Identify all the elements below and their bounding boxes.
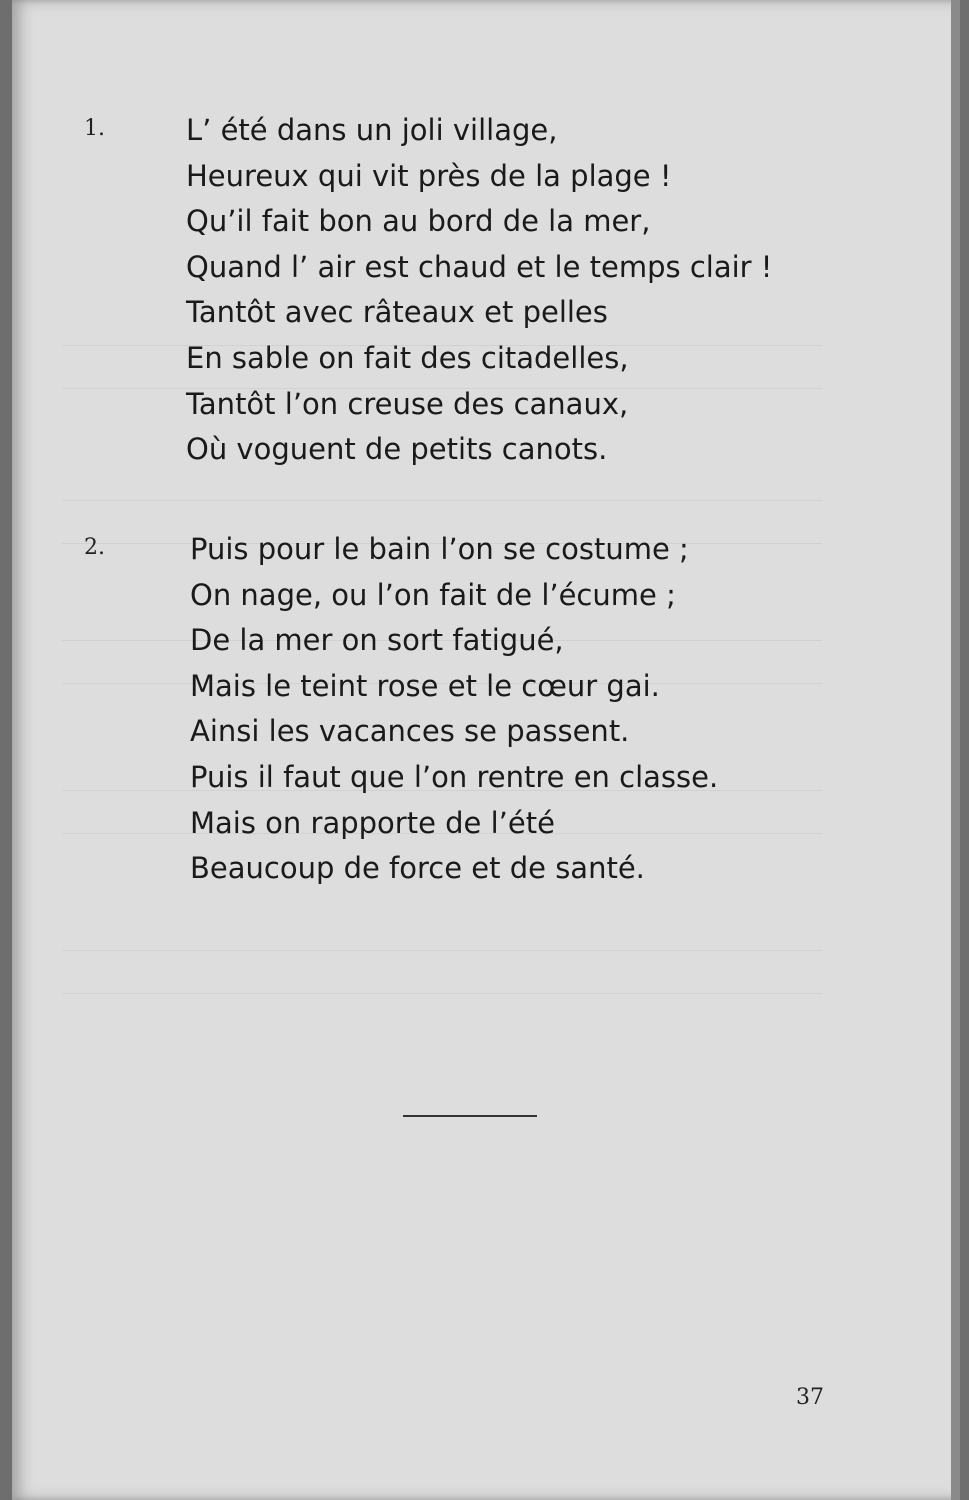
verse-line: Tantôt avec râteaux et pelles (186, 295, 608, 330)
section-divider (403, 1115, 537, 1117)
verse-line: On nage, ou l’on fait de l’écume ; (190, 577, 676, 612)
verse-line: Heureux qui vit près de la plage ! (186, 158, 672, 193)
verse-lines (190, 527, 718, 892)
verse-number: 2. (84, 535, 105, 560)
verse-line: Mais le teint rose et le cœur gai. (190, 668, 660, 703)
page-edge (951, 0, 960, 1500)
verse-line: Qu’il fait bon au bord de la mer, (186, 204, 651, 239)
verse-line: Quand l’ air est chaud et le temps clair ! (186, 249, 773, 284)
show-through-staff (62, 950, 822, 994)
verse-line: L’ été dans un joli village, (186, 113, 558, 147)
verse-line: Mais on rapporte de l’été (190, 805, 555, 840)
verse-line: Beaucoup de force et de santé. (190, 851, 645, 886)
verse-number: 1. (84, 116, 105, 141)
verse-line: De la mer on sort fatigué, (190, 623, 564, 658)
verse-line: En sable on fait des citadelles, (186, 340, 629, 375)
verse-line: Où voguent de petits canots. (186, 432, 608, 467)
book-page (12, 0, 960, 1500)
verse-line: Tantôt l’on creuse des canaux, (186, 386, 629, 421)
page-number: 37 (796, 1385, 824, 1410)
verse-lines (186, 108, 772, 473)
verse-line: Puis pour le bain l’on se costume ; (190, 532, 689, 566)
verse-line: Ainsi les vacances se passent. (190, 714, 630, 749)
verse-line: Puis il faut que l’on rentre en classe. (190, 759, 719, 794)
